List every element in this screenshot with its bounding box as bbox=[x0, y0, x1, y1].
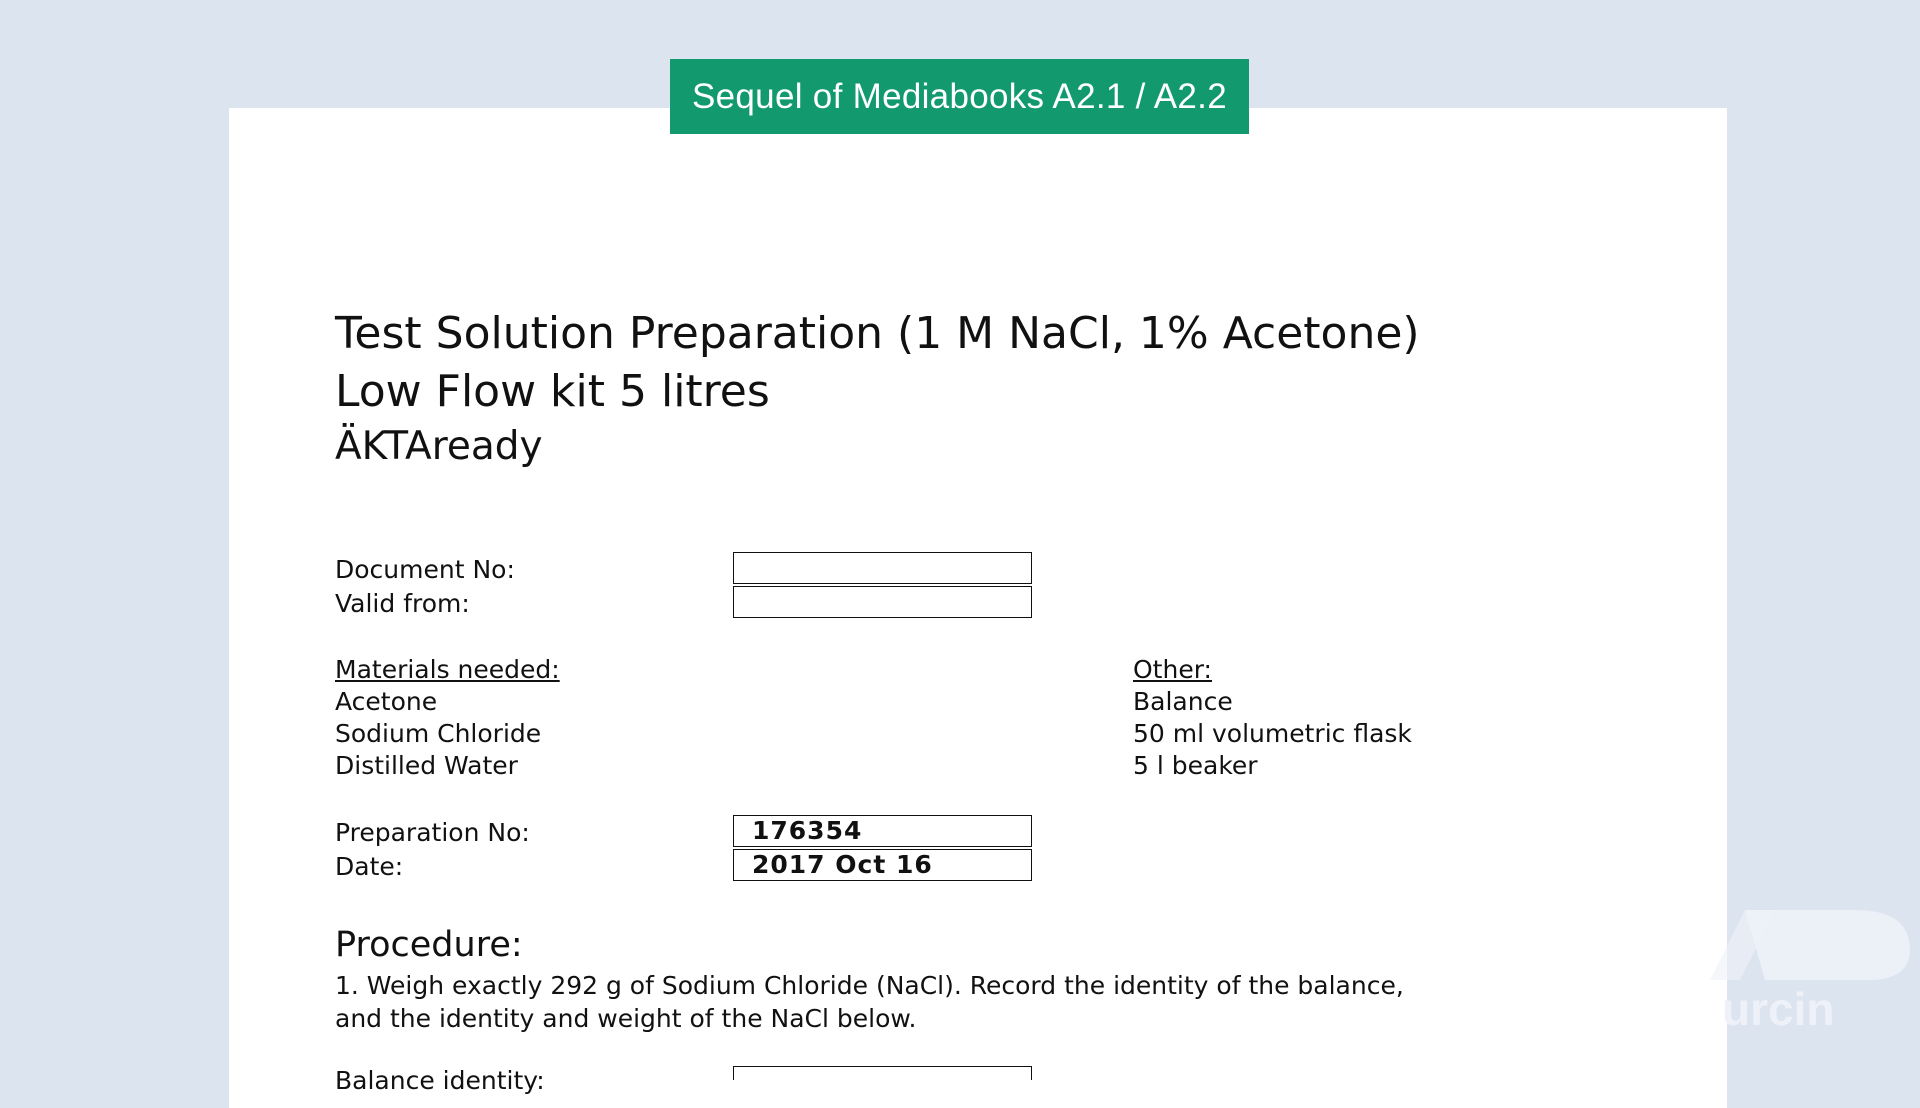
document-no-field[interactable] bbox=[733, 552, 1032, 584]
other-item: Balance bbox=[1133, 687, 1233, 716]
material-item: Acetone bbox=[335, 687, 438, 716]
procedure-step-1: 1. Weigh exactly 292 g of Sodium Chloride (NaCl). Record the identity of the balance, and the identity and weight of the NaCl below. bbox=[335, 971, 1404, 1033]
section-banner: Sequel of Mediabooks A2.1 / A2.2 bbox=[670, 59, 1249, 134]
document-title: Test Solution Preparation (1 M NaCl, 1% Acetone) bbox=[335, 308, 1420, 359]
balance-identity-field[interactable] bbox=[733, 1066, 1032, 1080]
product-name: ÄKTAready bbox=[335, 424, 543, 469]
other-item: 50 ml volumetric flask bbox=[1133, 719, 1412, 748]
preparation-no-label: Preparation No: bbox=[335, 818, 530, 847]
valid-from-label: Valid from: bbox=[335, 589, 470, 618]
procedure-heading: Procedure: bbox=[335, 925, 523, 965]
date-value: 2017 Oct 16 bbox=[752, 850, 933, 879]
valid-from-field[interactable] bbox=[733, 586, 1032, 618]
balance-identity-label: Balance identity: bbox=[335, 1066, 545, 1095]
document-no-label: Document No: bbox=[335, 555, 515, 584]
preparation-no-field[interactable] bbox=[733, 815, 1032, 847]
other-heading: Other: bbox=[1133, 655, 1212, 684]
date-field[interactable] bbox=[733, 849, 1032, 881]
material-item: Distilled Water bbox=[335, 751, 518, 780]
other-item: 5 l beaker bbox=[1133, 751, 1258, 780]
watermark-text: urcin bbox=[1722, 983, 1835, 1035]
date-label: Date: bbox=[335, 852, 404, 881]
materials-heading: Materials needed: bbox=[335, 655, 560, 684]
document-subtitle: Low Flow kit 5 litres bbox=[335, 366, 770, 417]
material-item: Sodium Chloride bbox=[335, 719, 542, 748]
preparation-no-value: 176354 bbox=[752, 816, 863, 845]
